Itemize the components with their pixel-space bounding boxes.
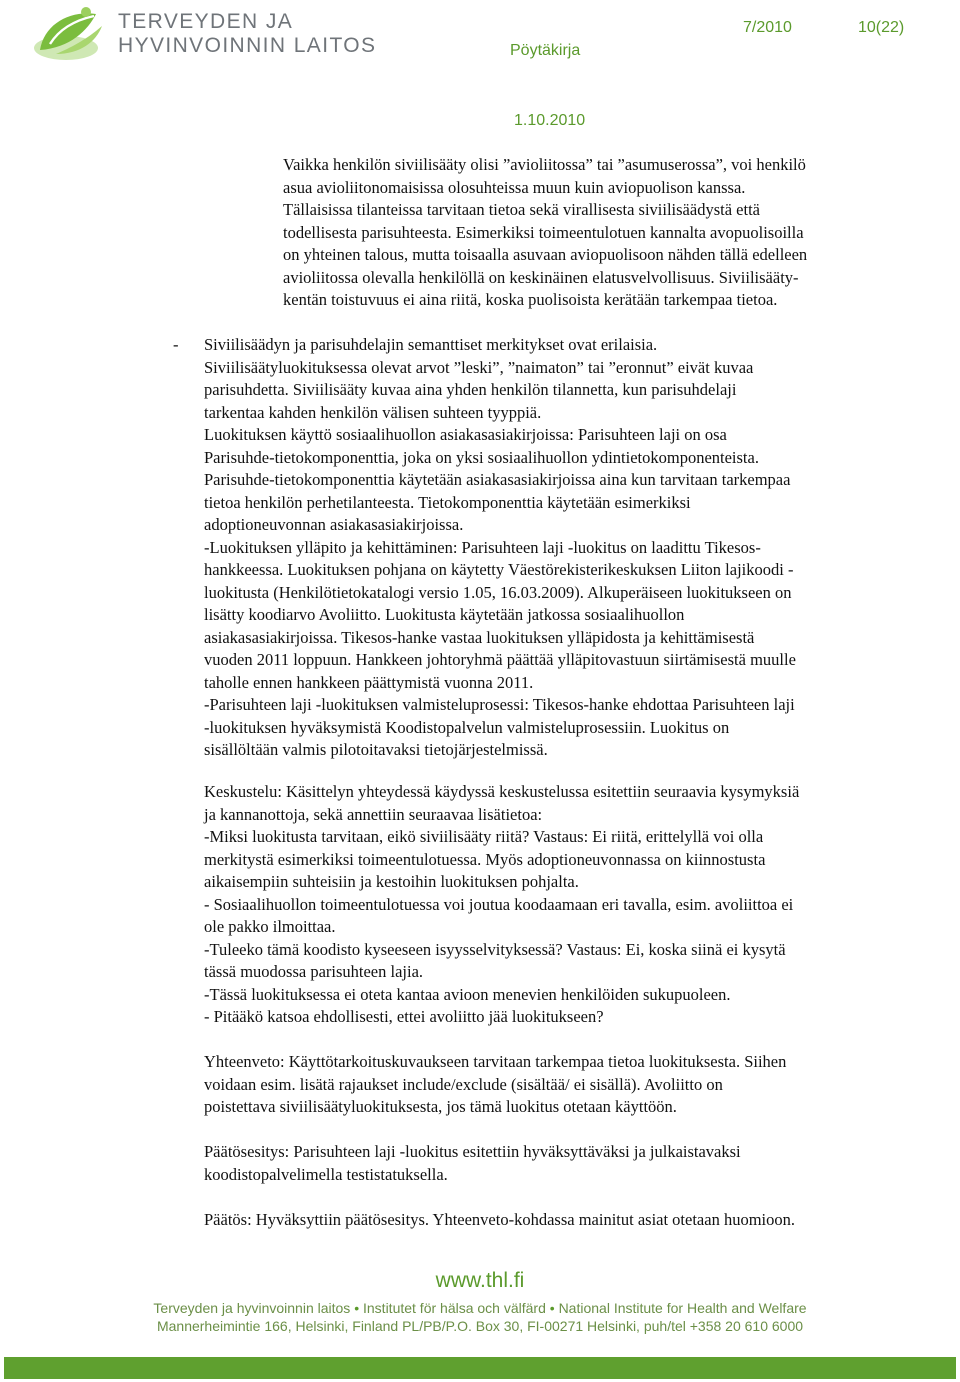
footer-bullet: • — [549, 1300, 555, 1316]
text-line: -Miksi luokitusta tarvitaan, eikö siviilisääty riitä? Vastaus: Ei riitä, erittelyllä voi olla — [204, 827, 764, 846]
text-line: -Parisuhteen laji -luokituksen valmisteluprosessi: Tikesos-hanke ehdottaa Parisuhteen laji — [204, 695, 795, 714]
text-line: -Luokituksen ylläpito ja kehittäminen: Parisuhteen laji -luokitus on laadittu Tikesos- — [204, 537, 761, 557]
text-line: kentän toistuvuus ei aina riitä, koska puolisoista kerätään tarkempaa tietoa. — [283, 290, 778, 309]
logo-line-2: HYVINVOINNIN LAITOS — [118, 34, 377, 57]
logo-line-1: TERVEYDEN JA — [118, 10, 294, 33]
text-line: tietoa henkilön perhetilanteesta. Tietokomponenttia käytetään esimerkiksi — [204, 492, 691, 512]
footer-address: Mannerheimintie 166, Helsinki, Finland PL/PB/P.O. Box 30, FI-00271 Helsinki, puh/tel +358 20 610 6000 — [156, 1318, 804, 1334]
text-line: lisätty koodiarvo Avoliitto. Luokitusta käytetään jatkossa sosiaalihuollon — [204, 605, 685, 624]
paragraph-classification — [204, 334, 796, 762]
text-line: parisuhdetta. Siviilisääty kuvaa aina yhden henkilön tilannetta, kun parisuhdelaji — [204, 380, 737, 399]
list-dash: - — [173, 335, 179, 354]
org-name-sv: Institutet för hälsa och välfärd — [363, 1300, 546, 1316]
text-line: tarkentaa kahden henkilön välisen suhteen tyyppiä. — [204, 402, 542, 422]
text-line: Siviilisäätyluokituksessa olevat arvot ”leski”, ”naimaton” tai ”eronnut” eivät kuvaa — [204, 357, 754, 377]
text-line: merkitystä esimerkiksi toimeentulotuessa. Myös adoptioneuvonnassa on kiinnostusta — [204, 849, 766, 869]
text-line: hankkeessa. Luokituksen pohjana on käytetty Väestörekisterikeskuksen Liiton lajikoodi - — [204, 560, 794, 579]
org-name-fi: Terveyden ja hyvinvoinnin laitos — [153, 1300, 351, 1316]
text-line: -luokituksen hyväksymistä Koodistopalvelun valmisteluprosessiin. Luokitus on — [204, 717, 730, 737]
paragraph-proposal — [204, 1141, 741, 1186]
text-line: Luokituksen käyttö sosiaalihuollon asiakasasiakirjoissa: Parisuhteen laji on osa — [204, 425, 727, 444]
text-line: asua avioliitonomaisissa olosuhteissa muun kuin aviopuolison kanssa. — [283, 177, 746, 197]
paragraph-marital-status — [283, 154, 807, 312]
text-line: Parisuhde-tietokomponenttia, joka on yksi sosiaalihuollon ydintietokomponenteista. — [204, 447, 759, 467]
text-line: voidaan esim. lisätä rajaukset include/exclude (sisältää/ ei sisällä). Avoliitto on — [204, 1074, 723, 1094]
footer-green-bar — [4, 1357, 956, 1379]
footer-organization — [0, 1300, 960, 1316]
text-line: tässä muodossa parisuhteen lajia. — [204, 962, 424, 981]
document-number: 7/2010 — [743, 19, 792, 36]
text-line: koodistopalvelimella testistatuksella. — [204, 1164, 448, 1184]
text-line: -Tuleeko tämä koodisto kyseeseen isyysselvityksessä? Vastaus: Ei, koska siinä ei kysytä — [204, 939, 786, 959]
page-number: 10(22) — [858, 19, 905, 36]
thl-logo — [30, 4, 390, 64]
text-line: taholle ennen hankkeen päättymistä vuonna 2011. — [204, 672, 534, 692]
text-line: asiakasasiakirjoissa. Tikesos-hanke vastaa luokituksen ylläpidosta ja kehittämisestä — [204, 627, 755, 647]
document-date: 1.10.2010 — [514, 112, 586, 129]
text-line: Siviilisäädyn ja parisuhdelajin semanttiset merkitykset ovat erilaisia. — [204, 335, 658, 354]
text-line: ja kannanottoja, sekä annettiin seuraavaa lisätietoa: — [204, 804, 543, 824]
org-name-en: National Institute for Health and Welfare — [558, 1300, 807, 1316]
text-line: Päätösesitys: Parisuhteen laji -luokitus esitettiin hyväksyttäväksi ja julkaistavaksi — [204, 1142, 741, 1161]
paragraph-summary — [204, 1051, 786, 1119]
text-line: Vaikka henkilön siviilisääty olisi ”avioliitossa” tai ”asumuserossa”, voi henkilö — [283, 155, 806, 174]
text-line: - Pitääkö katsoa ehdollisesti, ettei avoliitto jää luokitukseen? — [204, 1007, 604, 1026]
text-line: todellisesta parisuhteesta. Esimerkiksi toimeentulotuen kannalta avopuolisoilla — [283, 222, 804, 242]
text-line: avioliitossa olevalla henkilöllä on keskinäinen elatusvelvollisuus. Siviilisääty- — [283, 267, 799, 287]
footer-bullet: • — [354, 1300, 360, 1316]
paragraph-discussion — [204, 781, 799, 1029]
text-line: luokitusta (Henkilötietokatalogi versio 1.05, 16.03.2009). Alkuperäiseen luokitukseen on — [204, 582, 792, 602]
text-line: Tällaisissa tilanteissa tarvitaan tietoa sekä virallisesta siviilisäädystä että — [283, 200, 760, 219]
footer-website: www.thl.fi — [435, 1269, 525, 1292]
text-line: sisällöltään valmis pilotoitavaksi tietojärjestelmissä. — [204, 740, 548, 759]
text-line: -Tässä luokituksessa ei oteta kantaa avioon menevien henkilöiden sukupuoleen. — [204, 984, 731, 1004]
logo-wordmark — [118, 10, 376, 58]
text-line: Yhteenveto: Käyttötarkoituskuvaukseen tarvitaan tarkempaa tietoa luokituksesta. Siihen — [204, 1052, 787, 1071]
text-line: Keskustelu: Käsittelyn yhteydessä käydyssä keskustelussa esitettiin seuraavia kysymyksiä — [204, 782, 800, 801]
text-line: ole pakko ilmoittaa. — [204, 917, 336, 936]
text-line: Parisuhde-tietokomponenttia käytetään asiakasasiakirjoissa aina kun tarvitaan tarkempaa — [204, 470, 791, 489]
text-line: - Sosiaalihuollon toimeentulotuessa voi joutua koodaamaan eri tavalla, esim. avoliittoa ei — [204, 894, 794, 914]
thl-leaf-icon — [30, 4, 116, 66]
text-line: adoptioneuvonnan asiakasasiakirjoissa. — [204, 515, 464, 534]
document-type: Pöytäkirja — [510, 42, 581, 59]
text-line: poistettava siviilisäätyluokituksesta, jos tämä luokitus otetaan käyttöön. — [204, 1097, 677, 1116]
text-line: Päätös: Hyväksyttiin päätösesitys. Yhteenveto-kohdassa mainitut asiat otetaan huomioon. — [204, 1210, 795, 1229]
paragraph-decision — [204, 1209, 795, 1232]
text-line: vuoden 2011 loppuun. Hankkeen johtoryhmä päättää ylläpitovastuun siirtämisestä muulle — [204, 650, 796, 669]
text-line: on yhteinen talous, mutta toisaalla asuvaan aviopuolisoon nähden tällä edelleen — [283, 245, 808, 264]
text-line: aikaisempiin suhteisiin ja kestoihin luokituksen pohjalta. — [204, 872, 579, 891]
